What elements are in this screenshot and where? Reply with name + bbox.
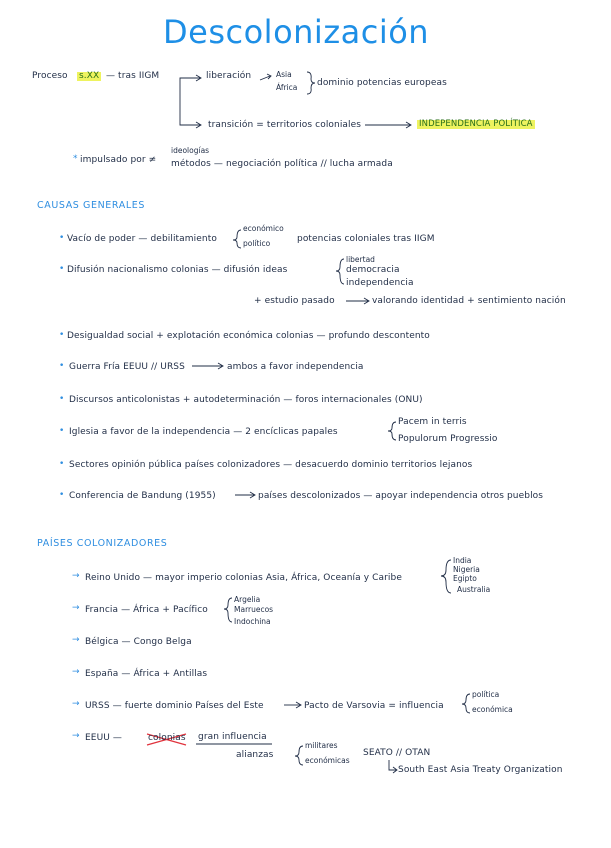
causa-discursos: Discursos anticolonistas + autodeterminación — foros internacionales (ONU) — [69, 395, 423, 405]
pais-espana: España — África + Antillas — [85, 669, 208, 679]
pais-argelia: Argelia — [234, 595, 261, 604]
causa-pacem: Pacem in terris — [398, 417, 467, 427]
bullet: • — [59, 264, 65, 274]
pais-eeuu: EEUU — — [85, 733, 123, 743]
sxx-highlight: s.XX — [79, 71, 100, 81]
causa-independencia: independencia — [346, 278, 414, 288]
pais-economicas: económicas — [305, 756, 350, 765]
pais-gran-influencia: gran influencia — [198, 732, 267, 742]
pais-pacto-varsovia: Pacto de Varsovia = influencia — [304, 701, 444, 711]
causa-desigualdad: Desigualdad social + explotación económica colonias — profundo descontento — [67, 331, 430, 341]
pais-seato-otan: SEATO // OTAN — [363, 748, 431, 758]
page-title: Descolonización — [163, 13, 430, 51]
causa-vacio-poder: Vacío de poder — debilitamiento — [67, 234, 217, 244]
impulsado-label: impulsado por ≠ — [80, 155, 157, 165]
pais-alianzas: alianzas — [236, 750, 274, 760]
bullet: • — [59, 490, 65, 500]
pais-politica: política — [472, 690, 500, 699]
causa-paises-descolonizados: países descolonizados — apoyar independencia otros pueblos — [258, 491, 544, 501]
causa-sectores: Sectores opinión pública países colonizadores — desacuerdo dominio territorios lejanos — [69, 460, 473, 470]
liberacion-label: liberación — [206, 71, 252, 81]
pais-india: India — [453, 556, 472, 565]
asia-label: Asia — [276, 70, 292, 79]
proceso-label: Proceso — [32, 71, 68, 81]
metodos-label: métodos — negociación política // lucha armada — [171, 159, 393, 169]
bullet: • — [59, 233, 65, 243]
pais-reino-unido: Reino Unido — mayor imperio colonias Asia, África, Oceanía y Caribe — [85, 573, 402, 583]
pais-colonias-tachado: colonias — [148, 733, 186, 743]
bullet: • — [59, 459, 65, 469]
causa-estudio-pasado: + estudio pasado — [254, 296, 335, 306]
africa-label: África — [276, 83, 298, 92]
pais-marruecos: Marruecos — [234, 605, 274, 614]
arrow-icon: → — [72, 731, 80, 741]
causa-valorando: valorando identidad + sentimiento nación — [372, 296, 566, 306]
causa-democracia: democracia — [346, 265, 400, 275]
causa-politico: político — [243, 239, 271, 248]
causa-iglesia: Iglesia a favor de la independencia — 2 encíclicas papales — [69, 427, 338, 437]
arrow-icon: → — [72, 571, 80, 581]
arrow-icon: → — [72, 667, 80, 677]
pais-egipto: Egipto — [453, 574, 477, 583]
paises-heading: PAÍSES COLONIZADORES — [37, 538, 168, 549]
causas-heading: CAUSAS GENERALES — [37, 200, 145, 211]
pais-economica: económica — [472, 705, 513, 714]
bullet: • — [59, 426, 65, 436]
pais-indochina: Indochina — [234, 617, 271, 626]
pais-seato-full: South East Asia Treaty Organization — [398, 765, 563, 775]
pais-militares: militares — [305, 741, 338, 750]
causa-bandung: Conferencia de Bandung (1955) — [69, 491, 216, 501]
pais-francia: Francia — África + Pacífico — [85, 605, 208, 615]
causa-libertad: libertad — [346, 255, 375, 264]
causa-difusion: Difusión nacionalismo colonias — difusión ideas — [67, 265, 288, 275]
bullet: • — [59, 330, 65, 340]
arrow-icon: → — [72, 635, 80, 645]
causa-economico: económico — [243, 224, 284, 233]
pais-belgica: Bélgica — Congo Belga — [85, 637, 192, 647]
causa-potencias: potencias coloniales tras IIGM — [297, 234, 435, 244]
causa-guerra-fria: Guerra Fría EEUU // URSS — [69, 362, 185, 372]
arrow-icon: → — [72, 699, 80, 709]
dominio-potencias: dominio potencias europeas — [317, 78, 447, 88]
causa-populorum: Populorum Progressio — [398, 434, 498, 444]
causa-ambos: ambos a favor independencia — [227, 362, 364, 372]
independencia-highlight: INDEPENDENCIA POLÍTICA — [419, 119, 533, 129]
bullet: • — [59, 361, 65, 371]
pais-australia: Australia — [457, 585, 491, 594]
tras-iigm: — tras IIGM — [106, 71, 160, 81]
bullet: • — [59, 394, 65, 404]
arrow-icon: → — [72, 603, 80, 613]
star-bullet: * — [73, 154, 78, 164]
transicion-label: transición = territorios coloniales — [208, 120, 362, 130]
pais-urss: URSS — fuerte dominio Países del Este — [85, 701, 264, 711]
ideologias-label: ideologías — [171, 146, 210, 155]
pais-nigeria: Nigeria — [453, 565, 480, 574]
